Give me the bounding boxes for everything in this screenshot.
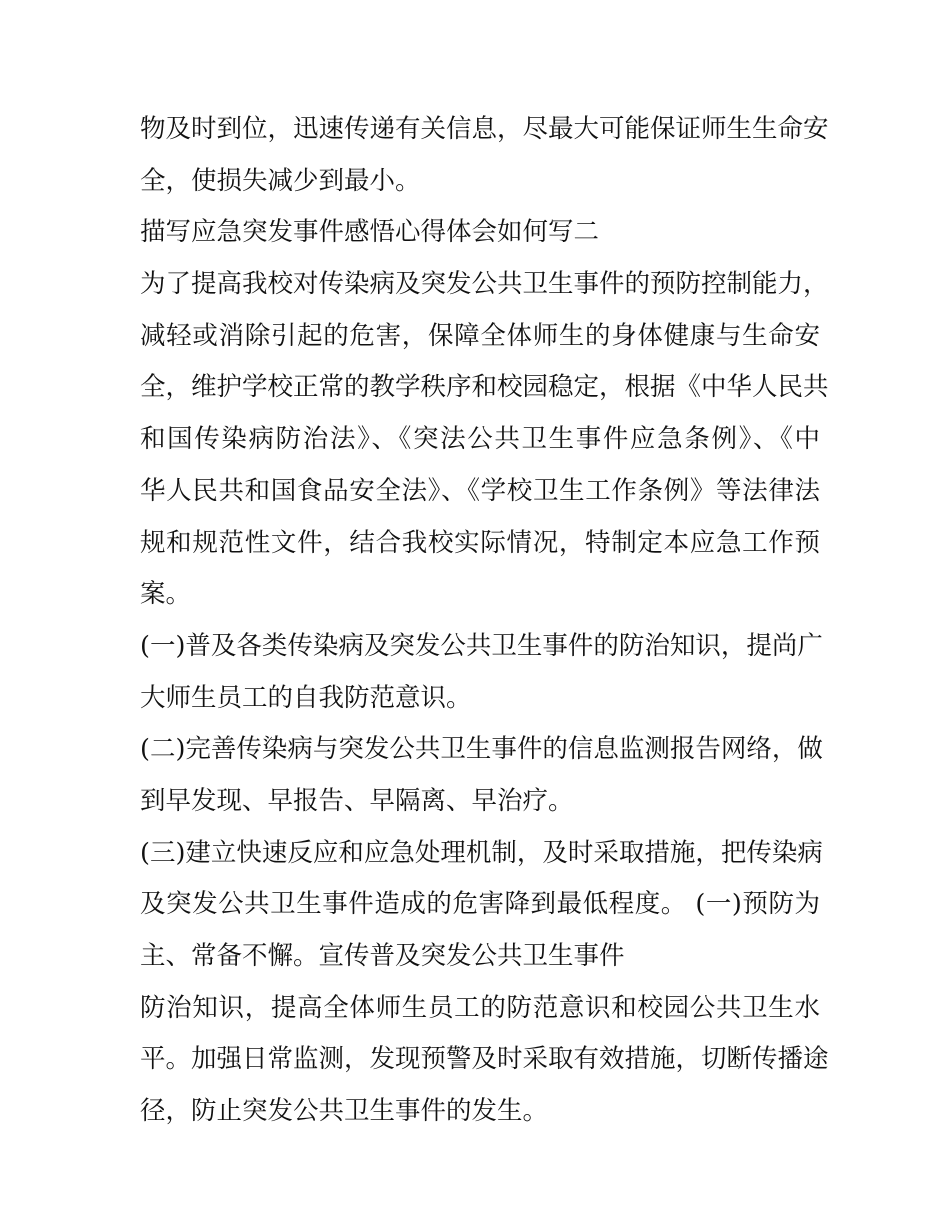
text-line: 案。 — [140, 579, 192, 610]
text-line: 物及时到位，迅速传递有关信息，尽最大可能保证师生生命安 — [140, 114, 829, 144]
text-line: 和国传染病防治法》、《突法公共卫生事件应急条例》、《中 — [140, 424, 820, 455]
text-line: 及突发公共卫生事件造成的危害降到最低程度。 (一)预防为 — [140, 889, 820, 920]
section-heading: 描写应急突发事件感悟心得体会如何写二 — [140, 217, 600, 248]
text-line: (二)完善传染病与突发公共卫生事件的信息监测报告网络，做 — [140, 734, 823, 765]
text-line: 减轻或消除引起的危害，保障全体师生的身体健康与生命安 — [140, 320, 820, 351]
text-line: 为了提高我校对传染病及突发公共卫生事件的预防控制能力， — [140, 269, 829, 300]
document-body — [140, 104, 829, 1138]
text-line: 到早发现、早报告、早隔离、早治疗。 — [140, 785, 574, 816]
text-line: (一)普及各类传染病及突发公共卫生事件的防治知识，提尚广 — [140, 630, 823, 661]
text-line: 主、常备不懈。宣传普及突发公共卫生事件 — [140, 941, 625, 971]
text-line: 防治知识，提高全体师生员工的防范意识和校园公共卫生水 — [140, 992, 820, 1023]
text-line: 全，使损失减少到最小。 — [140, 165, 421, 196]
text-line: 全，维护学校正常的教学秩序和校园稳定，根据《中华人民共 — [140, 372, 829, 403]
text-line: (三)建立快速反应和应急处理机制，及时采取措施，把传染病 — [140, 837, 823, 868]
text-line: 华人民共和国食品安全法》、《学校卫生工作条例》等法律法 — [140, 475, 820, 506]
text-line: 大师生员工的自我防范意识。 — [140, 682, 472, 713]
text-line: 径，防止突发公共卫生事件的发生。 — [140, 1096, 549, 1127]
text-line: 规和规范性文件，结合我校实际情况，特制定本应急工作预 — [140, 527, 820, 558]
text-line: 平。加强日常监测，发现预警及时采取有效措施，切断传播途 — [140, 1044, 829, 1075]
